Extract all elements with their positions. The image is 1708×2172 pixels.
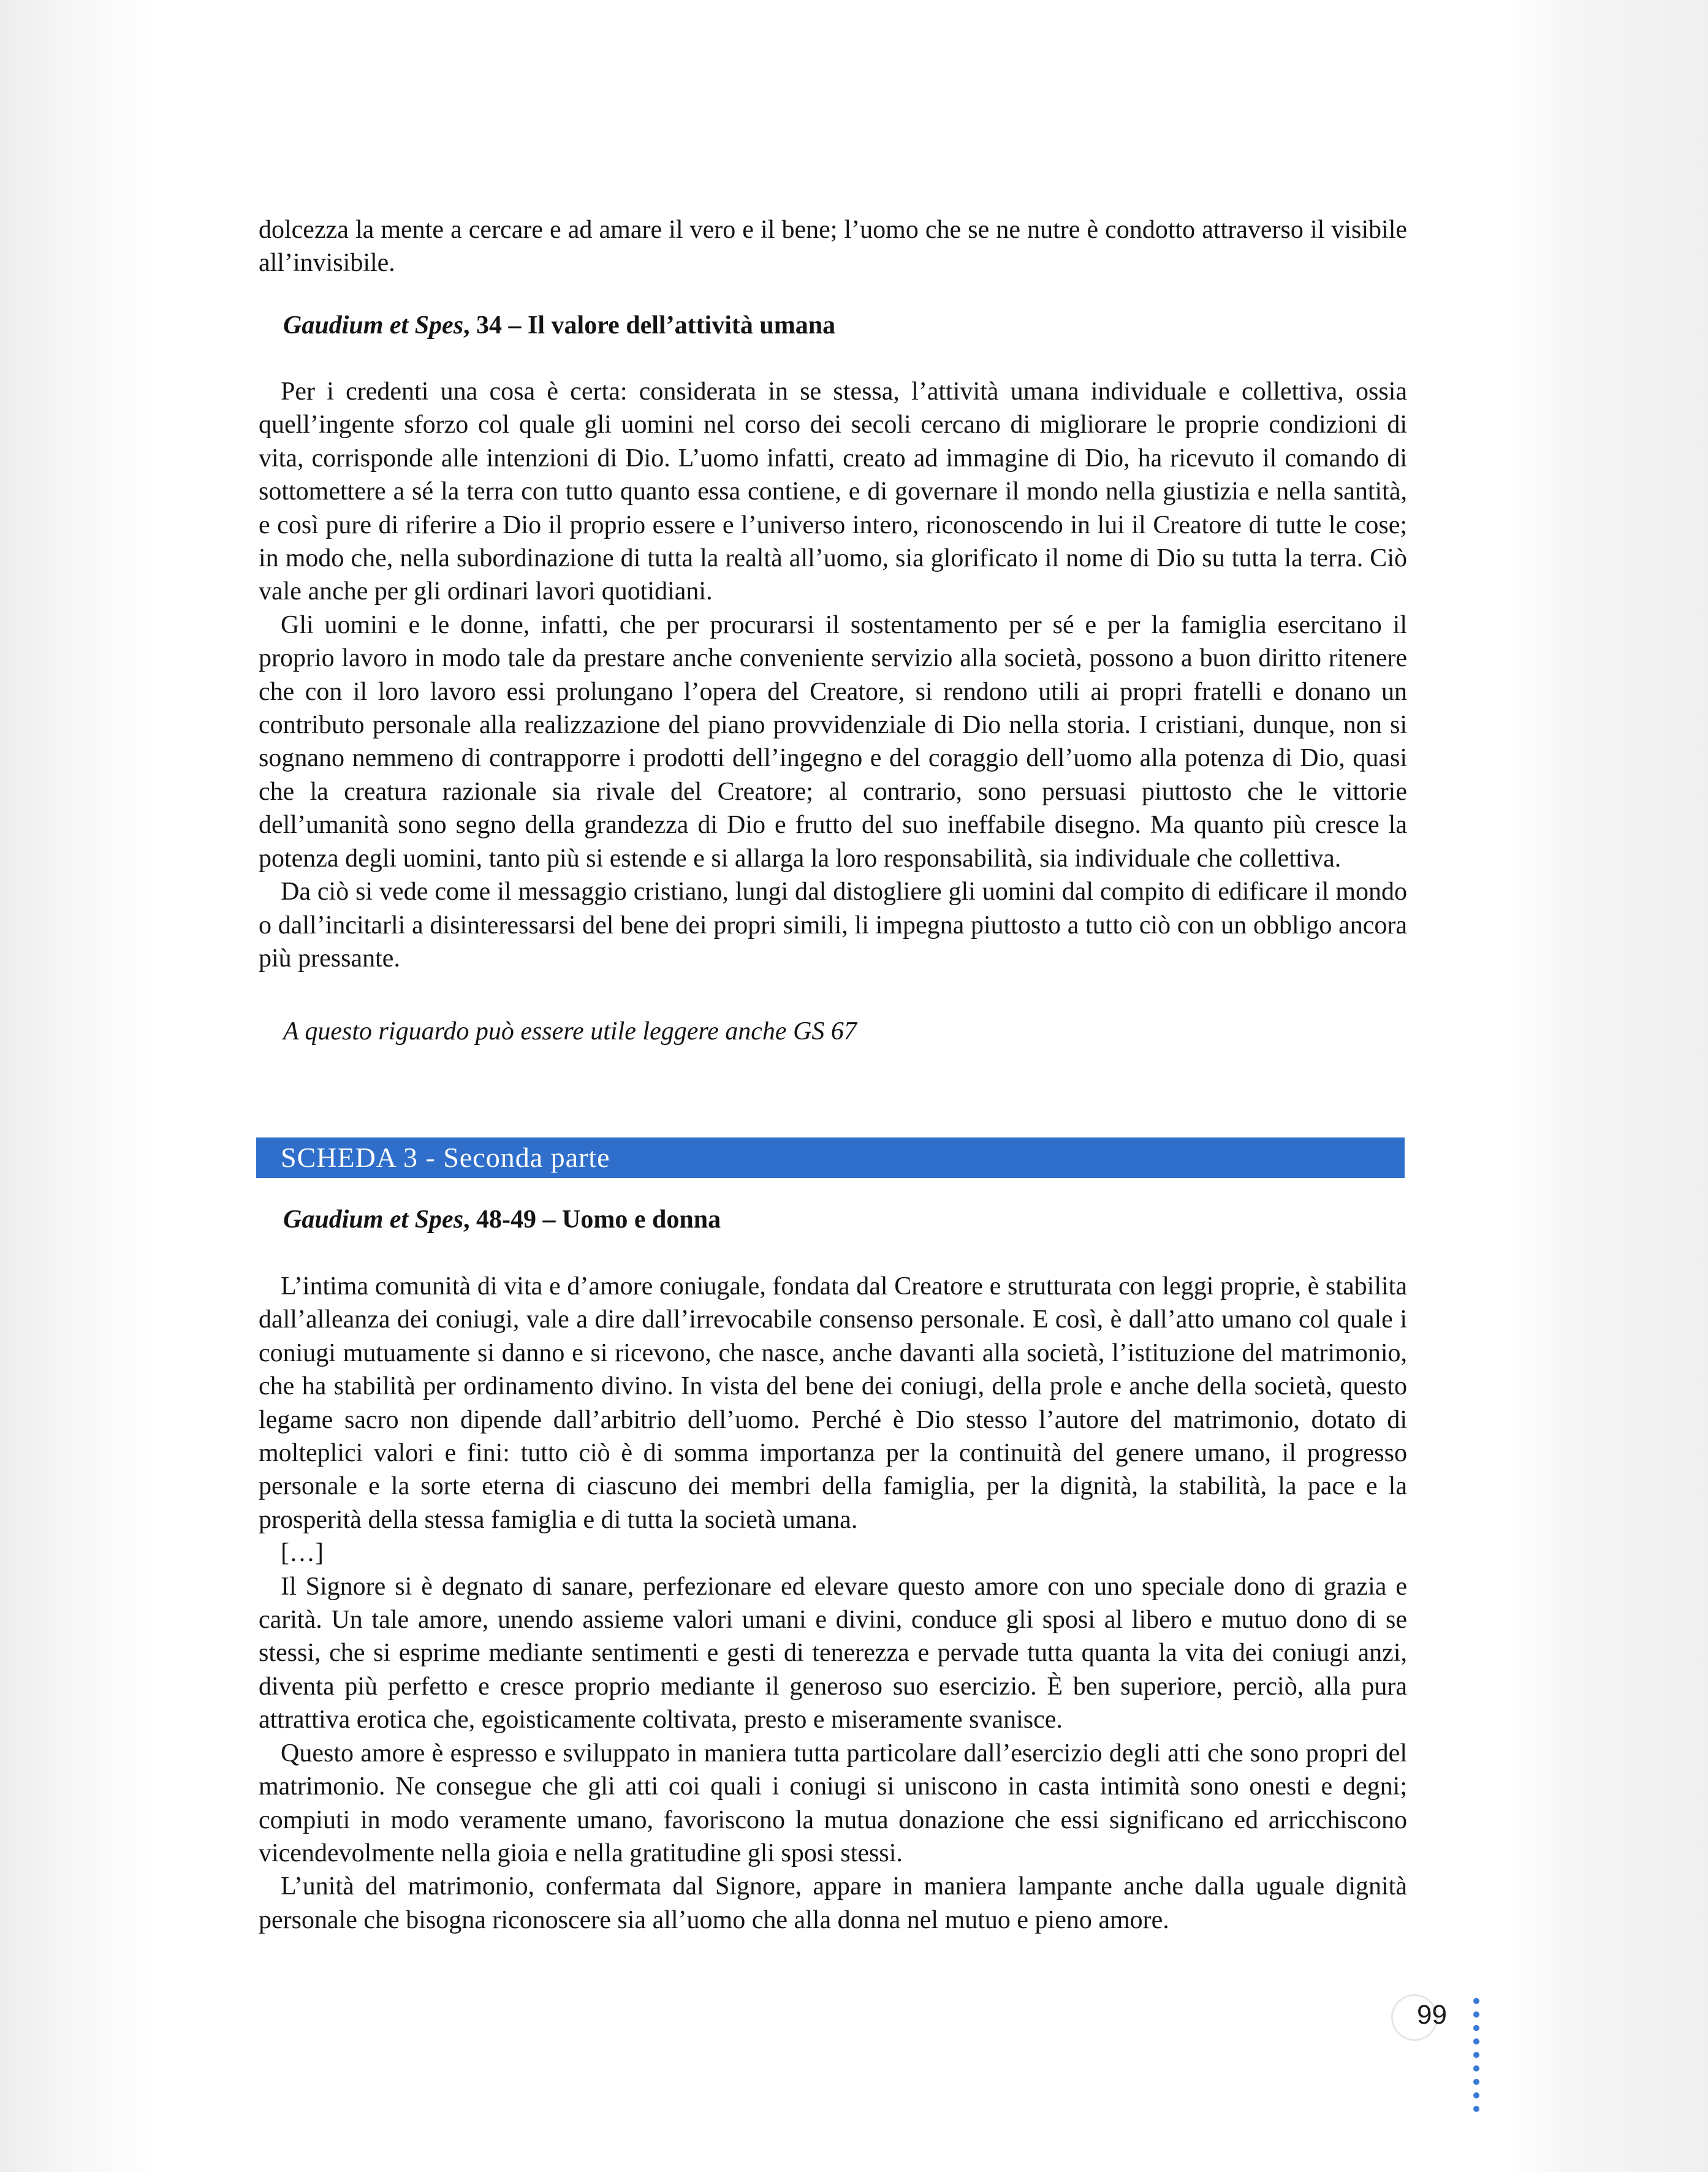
section-1-note-block — [259, 1015, 1407, 1048]
section-2-paragraph-2: Il Signore si è degnato di sanare, perfezionare ed elevare questo amore con uno speciale dono di grazia e carità. Un tale amore, unendo assieme valori umani e divini, conduce gli sposi al libero e mutuo dono di se stessi, che si esprime mediante sentimenti e gesti di tenerezza e pervade tutta quanta la vita dei coniugi anzi, diventa più perfetto e cresce proprio mediante il generoso suo esercizio. È ben superiore, perciò, alla pura attrattiva erotica che, egoisticamente coltivata, presto e miseramente svanisce. — [259, 1572, 1407, 1734]
dotted-accent-line — [1473, 1998, 1481, 2119]
section-1-title-source: Gaudium et Spes — [283, 311, 464, 340]
section-1-paragraph-2: Gli uomini e le donne, infatti, che per procurarsi il sostentamento per sé e per la famiglia esercitano il proprio lavoro in modo tale da prestare anche conveniente servizio alla società, possono a buon diritto ritenere che con il loro lavoro essi prolungano l’opera del Creatore, si rendono utili ai propri fratelli e donano un contributo personale alla realizzazione del piano provvidenziale di Dio nella storia. I cristiani, dunque, non si sognano nemmeno di contrapporre i prodotti dell’ingegno e del coraggio dell’uomo alla potenza di Dio, quasi che la creatura razionale sia rivale del Creatore; al contrario, sono persuasi piuttosto che le vittorie dell’umanità sono segno della grandezza di Dio e frutto del suo ineffabile disegno. Ma quanto più cresce la potenza degli uomini, tanto più si estende e si allarga la loro responsabilità, sia individuale che collettiva. — [259, 610, 1407, 873]
intro-paragraph: dolcezza la mente a cercare e ad amare il vero e il bene; l’uomo che se ne nutre è condotto attraverso il visibile all’invisibile. — [259, 216, 1407, 278]
scheda-header-band: SCHEDA 3 - Seconda parte — [256, 1137, 1405, 1178]
section-2-title-source: Gaudium et Spes — [283, 1206, 464, 1234]
section-1-body — [259, 375, 1407, 975]
section-2-body — [259, 1270, 1407, 1937]
section-1-title-subject: , 34 – Il valore dell’attività umana — [463, 311, 836, 340]
section-1-title — [259, 309, 1407, 342]
accent-dot — [1473, 2025, 1479, 2031]
accent-dot — [1473, 2038, 1479, 2045]
intro-text-block — [259, 213, 1407, 280]
section-1-reading-note: A questo riguardo può essere utile leggere anche GS 67 — [283, 1017, 857, 1046]
accent-dot — [1473, 2052, 1479, 2058]
section-2-title-subject: , 48-49 – Uomo e donna — [463, 1206, 721, 1234]
section-1-paragraph-1: Per i credenti una cosa è certa: considerata in se stessa, l’attività umana individuale e collettiva, ossia quell’ingente sforzo col quale gli uomini nel corso dei secoli cercano di migliorare le proprie condizioni di vita, corrisponde alle intenzioni di Dio. L’uomo infatti, creato ad immagine di Dio, ha ricevuto il comando di sottomettere a sé la terra con tutto quanto essa contiene, e di governare il mondo nella giustizia e nella santità, e così pure di riferire a Dio il proprio essere e l’universo intero, riconoscendo in lui il Creatore di tutte le cose; in modo che, nella subordinazione di tutta la realtà all’uomo, sia glorificato il nome di Dio su tutta la terra. Ciò vale anche per gli ordinari lavori quotidiani. — [259, 378, 1407, 606]
accent-dot — [1473, 2092, 1479, 2098]
section-1-paragraph-3: Da ciò si vede come il messaggio cristiano, lungi dal distogliere gli uomini dal compito di edificare il mondo o dall’incitarli a disinteressarsi del bene dei propri simili, li impegna piuttosto a tutto ciò con un obbligo ancora più pressante. — [259, 878, 1407, 973]
section-1-heading-block — [259, 309, 1407, 342]
section-2-paragraph-4: L’unità del matrimonio, confermata dal Signore, appare in maniera lampante anche dalla uguale dignità personale che bisogna riconoscere sia all’uomo che alla donna nel mutuo e pieno amore. — [259, 1872, 1407, 1934]
section-2-paragraph-3: Questo amore è espresso e sviluppato in maniera tutta particolare dall’esercizio degli atti che sono propri del matrimonio. Ne consegue che gli atti coi quali i coniugi si uniscono in casta intimità sono onesti e degni; compiuti in modo veramente umano, favoriscono la mutua donazione che essi significano ed arricchiscono vicendevolmente nella gioia e nella gratitudine gli sposi stessi. — [259, 1739, 1407, 1867]
section-2-title — [259, 1203, 1407, 1236]
accent-dot — [1473, 2011, 1479, 2018]
accent-dot — [1473, 2106, 1479, 2112]
section-2-paragraph-1: L’intima comunità di vita e d’amore coniugale, fondata dal Creatore e strutturata con leggi proprie, è stabilita dall’alleanza dei coniugi, vale a dire dall’irrevocabile consenso personale. E così, è dall’atto umano col quale i coniugi mutuamente si danno e si ricevono, che nasce, anche davanti alla società, l’istituzione del matrimonio, che ha stabilità per ordinamento divino. In vista del bene dei coniugi, della prole e anche della società, questo legame sacro non dipende dall’arbitrio dell’uomo. Perché è Dio stesso l’autore del matrimonio, dotato di molteplici valori e fini: tutto ciò è di somma importanza per la continuità del genere umano, il progresso personale e la sorte eterna di ciascuno dei membri della famiglia, per la dignità, la stabilità, la pace e la prosperità della stessa famiglia e di tutta la società umana. — [259, 1272, 1407, 1534]
accent-dot — [1473, 1998, 1479, 2004]
accent-dot — [1473, 2065, 1479, 2071]
section-2-heading-block — [259, 1203, 1407, 1236]
section-2-ellipsis: […] — [281, 1539, 324, 1568]
accent-dot — [1473, 2079, 1479, 2085]
page-number: 99 — [1417, 2000, 1447, 2030]
